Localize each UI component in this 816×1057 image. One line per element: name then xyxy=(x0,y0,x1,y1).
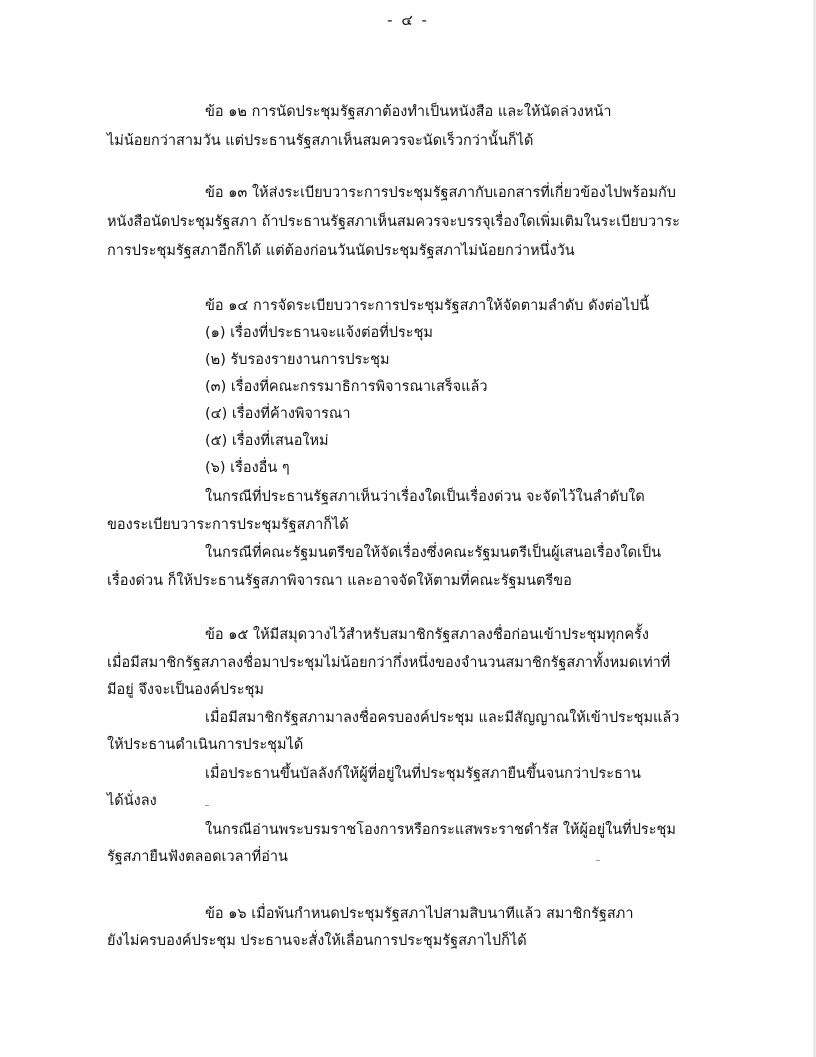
clause-14-line-1: ข้อ ๑๔ การจัดระเบียบวาระการประชุมรัฐสภาให้จัดตามลำดับ ดังต่อไปนี้ xyxy=(205,298,650,314)
clause-15-line-1: ข้อ ๑๕ ให้มีสมุดวางไว้สำหรับสมาชิกรัฐสภาลงชื่อก่อนเข้าประชุมทุกครั้ง xyxy=(205,627,649,643)
clause-15-line-3: มีอยู่ จึงจะเป็นองค์ประชุม xyxy=(107,682,264,698)
clause-16-line-1: ข้อ ๑๖ เมื่อพ้นกำหนดประชุมรัฐสภาไปสามสิบนาทีแล้ว สมาชิกรัฐสภา xyxy=(205,906,634,922)
page-number: - ๔ - xyxy=(387,11,429,29)
clause-15-para-4-line-1: ในกรณีอ่านพระบรมราชโองการหรือกระแสพระราชดำรัส ให้ผู้อยู่ในที่ประชุม xyxy=(205,822,676,838)
clause-14-item-6: (๖) เรื่องอื่น ๆ xyxy=(205,460,290,476)
clause-15-line-2: เมื่อมีสมาชิกรัฐสภาลงชื่อมาประชุมไม่น้อยกว่ากึ่งหนึ่งของจำนวนสมาชิกรัฐสภาทั้งหมดเท่าที่ xyxy=(107,655,671,671)
clause-16-line-2: ยังไม่ครบองค์ประชุม ประธานจะสั่งให้เลื่อนการประชุมรัฐสภาไปก็ได้ xyxy=(107,933,527,949)
clause-13-line-2: หนังสือนัดประชุมรัฐสภา ถ้าประธานรัฐสภาเห็นสมควรจะบรรจุเรื่องใดเพิ่มเติมในระเบียบวาระ xyxy=(107,214,680,230)
clause-13-line-1: ข้อ ๑๓ ให้ส่งระเบียบวาระการประชุมรัฐสภากับเอกสารที่เกี่ยวข้องไปพร้อมกับ xyxy=(205,185,676,201)
clause-14-para-2-line-2: ของระเบียบวาระการประชุมรัฐสภาก็ได้ xyxy=(107,517,349,533)
clause-14-item-4: (๔) เรื่องที่ค้างพิจารณา xyxy=(205,406,351,422)
clause-15-para-2-line-1: เมื่อมีสมาชิกรัฐสภามาลงชื่อครบองค์ประชุม และมีสัญญาณให้เข้าประชุมแล้ว xyxy=(205,710,680,726)
clause-14-para-2-line-1: ในกรณีที่ประธานรัฐสภาเห็นว่าเรื่องใดเป็นเรื่องด่วน จะจัดไว้ในลำดับใด xyxy=(205,489,645,505)
clause-14-para-3-line-2: เรื่องด่วน ก็ให้ประธานรัฐสภาพิจารณา และอาจจัดให้ตามที่คณะรัฐมนตรีขอ xyxy=(107,573,572,589)
clause-14-item-3: (๓) เรื่องที่คณะกรรมาธิการพิจารณาเสร็จแล้ว xyxy=(205,379,488,395)
clause-14-item-2: (๒) รับรองรายงานการประชุม xyxy=(205,352,390,368)
clause-14-item-5: (๕) เรื่องที่เสนอใหม่ xyxy=(205,433,329,449)
clause-13-line-3: การประชุมรัฐสภาอีกก็ได้ แต่ต้องก่อนวันนัดประชุมรัฐสภาไม่น้อยกว่าหนึ่งวัน xyxy=(107,243,575,259)
clause-12-line-1: ข้อ ๑๒ การนัดประชุมรัฐสภาต้องทำเป็นหนังสือ และให้นัดล่วงหน้า xyxy=(205,104,612,120)
scan-speck xyxy=(205,805,209,806)
clause-14-para-3-line-1: ในกรณีที่คณะรัฐมนตรีขอให้จัดเรื่องซึ่งคณะรัฐมนตรีเป็นผู้เสนอเรื่องใดเป็น xyxy=(205,545,662,561)
clause-14-item-1: (๑) เรื่องที่ประธานจะแจ้งต่อที่ประชุม xyxy=(205,325,433,341)
clause-15-para-3-line-2: ได้นั่งลง xyxy=(107,793,157,809)
clause-15-para-4-line-2: รัฐสภายืนฟังตลอดเวลาที่อ่าน xyxy=(107,849,288,865)
clause-15-para-2-line-2: ให้ประธานดำเนินการประชุมได้ xyxy=(107,737,304,753)
clause-15-para-3-line-1: เมื่อประธานขึ้นบัลลังก์ให้ผู้ที่อยู่ในที่ประชุมรัฐสภายืนขึ้นจนกว่าประธาน xyxy=(205,766,641,782)
scan-speck xyxy=(596,860,600,861)
clause-12-line-2: ไม่น้อยกว่าสามวัน แต่ประธานรัฐสภาเห็นสมควรจะนัดเร็วกว่านั้นก็ได้ xyxy=(107,133,534,149)
